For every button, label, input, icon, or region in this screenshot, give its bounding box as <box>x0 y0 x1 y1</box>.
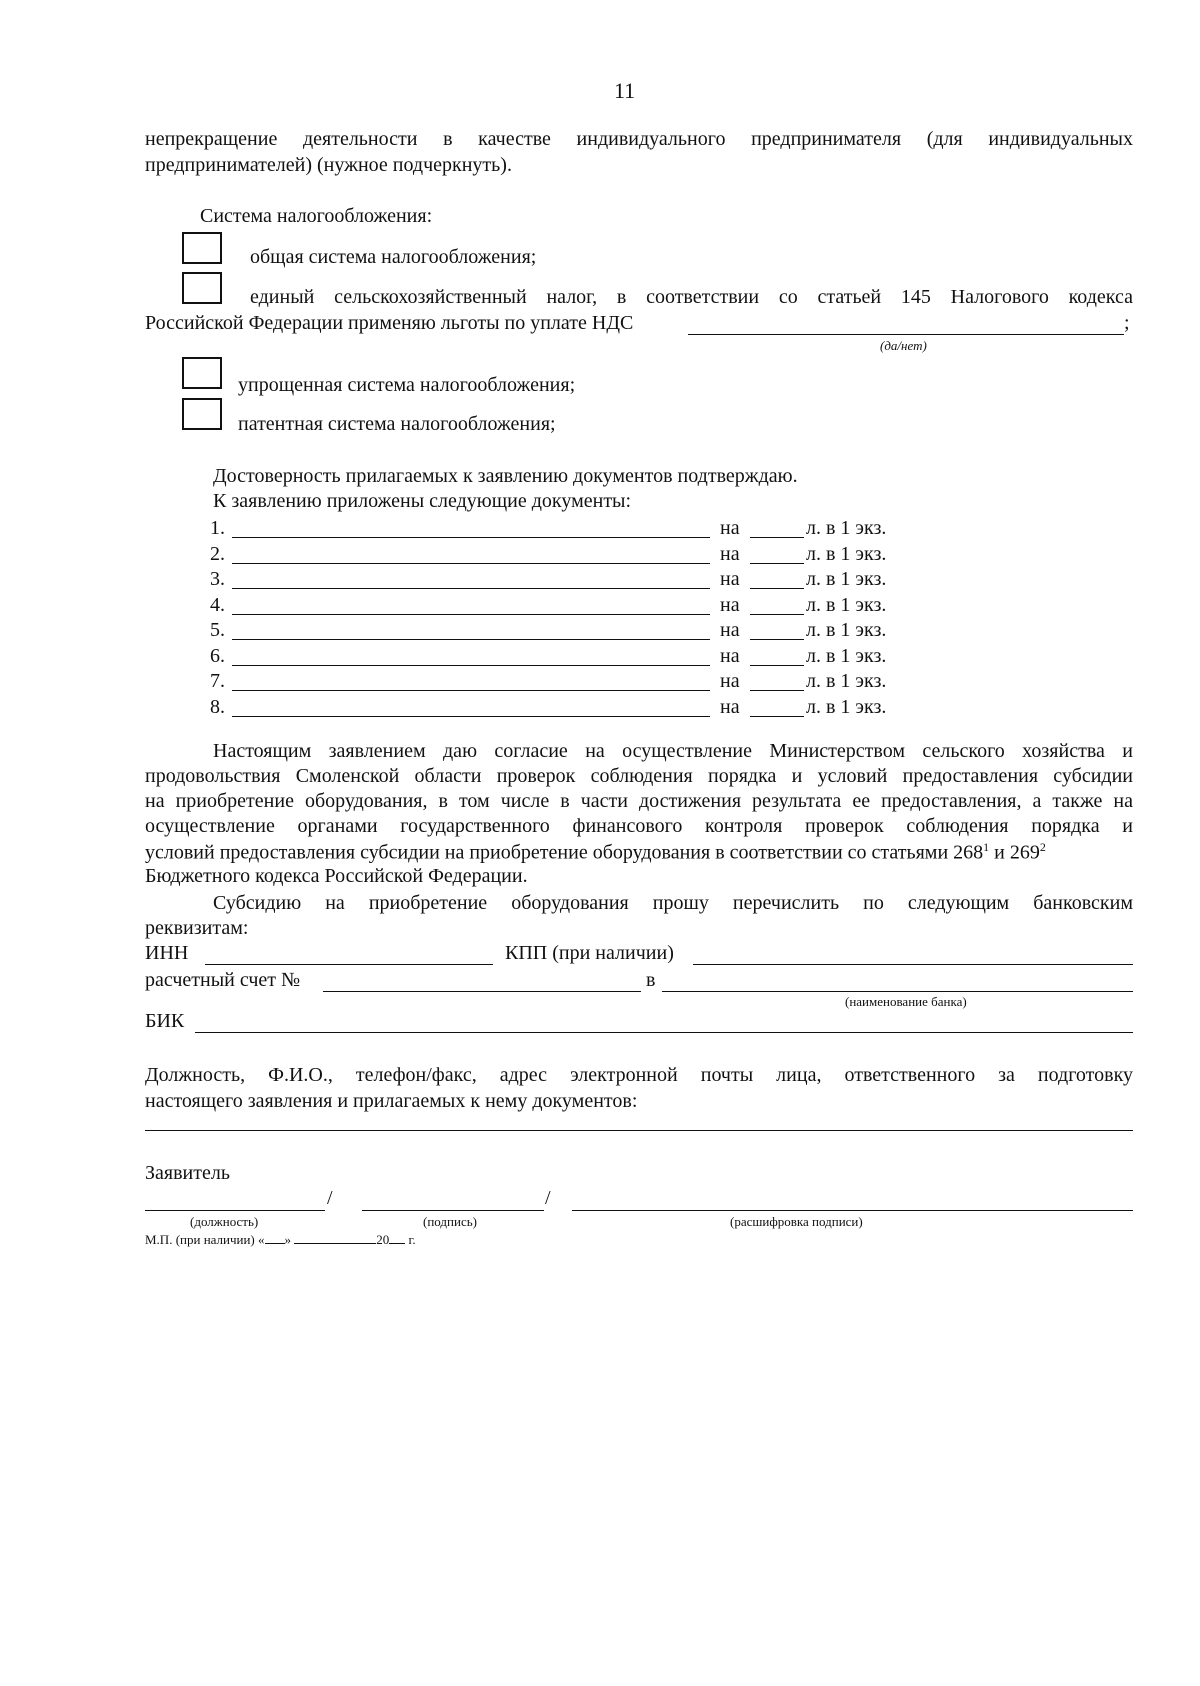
document-name-field[interactable] <box>232 614 710 615</box>
stamp-date-line <box>145 1232 416 1248</box>
document-number: 3. <box>210 568 225 590</box>
sheet-count-field[interactable] <box>750 690 804 691</box>
signature-field[interactable] <box>362 1210 544 1211</box>
page-number: 11 <box>614 78 636 103</box>
inn-label: ИНН <box>145 942 189 964</box>
na-label: на <box>720 645 740 667</box>
na-label: на <box>720 696 740 718</box>
responsible-line-1: Должность, Ф.И.О., телефон/факс, адрес электронной почты лица, ответственного за подготовку <box>145 1064 1133 1086</box>
bank-request-line-1: Субсидию на приобретение оборудования прошу перечислить по следующим банковским <box>213 892 1133 914</box>
na-label: на <box>720 568 740 590</box>
bank-name-hint: (наименование банка) <box>845 994 967 1009</box>
copies-label: л. в 1 экз. <box>806 696 887 718</box>
na-label: на <box>720 543 740 565</box>
applicant-label: Заявитель <box>145 1162 230 1184</box>
sheet-count-field[interactable] <box>750 537 804 538</box>
position-hint: (должность) <box>190 1214 259 1229</box>
na-label: на <box>720 670 740 692</box>
month-field[interactable] <box>294 1243 376 1244</box>
bank-name-field[interactable] <box>662 991 1133 992</box>
year-prefix: 20 <box>376 1232 390 1247</box>
agri-tax-line-2: Российской Федерации применяю льготы по уплате НДС <box>145 312 634 334</box>
consent-line-5-and: и 269 <box>989 841 1040 864</box>
document-name-field[interactable] <box>232 588 710 589</box>
attached-text: К заявлению приложены следующие документы: <box>213 490 632 512</box>
vat-benefit-field[interactable] <box>688 334 1124 335</box>
tax-heading: Система налогообложения: <box>200 205 433 227</box>
quote-close: » <box>284 1232 292 1247</box>
simplified-tax-checkbox[interactable] <box>182 357 222 389</box>
in-label: в <box>646 969 656 991</box>
document-name-field[interactable] <box>232 639 710 640</box>
position-field[interactable] <box>145 1210 325 1211</box>
account-field[interactable] <box>323 991 641 992</box>
responsible-line-2: настоящего заявления и прилагаемых к нему документов: <box>145 1090 638 1112</box>
decode-hint: (расшифровка подписи) <box>730 1214 863 1229</box>
sheet-count-field[interactable] <box>750 614 804 615</box>
general-tax-checkbox[interactable] <box>182 232 222 264</box>
sheet-count-field[interactable] <box>750 639 804 640</box>
day-field[interactable] <box>265 1243 285 1244</box>
general-tax-label: общая система налогообложения; <box>250 246 537 268</box>
account-label: расчетный счет № <box>145 969 301 991</box>
signature-decode-field[interactable] <box>572 1210 1133 1211</box>
stamp-label: М.П. (при наличии) « <box>145 1232 265 1247</box>
document-name-field[interactable] <box>232 690 710 691</box>
agri-tax-checkbox[interactable] <box>182 272 222 304</box>
document-number: 8. <box>210 696 225 718</box>
agri-tax-line-1: единый сельскохозяйственный налог, в соответствии со статьей 145 Налогового кодекса <box>250 286 1133 308</box>
sheet-count-field[interactable] <box>750 665 804 666</box>
vat-semicolon: ; <box>1124 312 1130 334</box>
copies-label: л. в 1 экз. <box>806 517 887 539</box>
confirm-text: Достоверность прилагаемых к заявлению документов подтверждаю. <box>213 465 798 487</box>
consent-line-4: осуществление органами государственного финансового контроля проверок соблюдения порядка и <box>145 815 1133 837</box>
bank-request-line-2: реквизитам: <box>145 917 249 939</box>
na-label: на <box>720 594 740 616</box>
vat-hint: (да/нет) <box>880 338 927 353</box>
kpp-field[interactable] <box>693 964 1133 965</box>
sheet-count-field[interactable] <box>750 563 804 564</box>
consent-line-2: продовольствия Смоленской области проверок соблюдения порядка и условий предоставления субсидии <box>145 765 1133 787</box>
document-name-field[interactable] <box>232 665 710 666</box>
copies-label: л. в 1 экз. <box>806 645 887 667</box>
article-superscript: 2 <box>1039 840 1046 854</box>
document-number: 7. <box>210 670 225 692</box>
document-number: 4. <box>210 594 225 616</box>
document-name-field[interactable] <box>232 537 710 538</box>
year-field[interactable] <box>389 1243 405 1244</box>
consent-line-6: Бюджетного кодекса Российской Федерации. <box>145 865 528 887</box>
patent-tax-checkbox[interactable] <box>182 398 222 430</box>
consent-line-1: Настоящим заявлением даю согласие на осуществление Министерством сельского хозяйства и <box>213 740 1133 762</box>
sheet-count-field[interactable] <box>750 716 804 717</box>
copies-label: л. в 1 экз. <box>806 543 887 565</box>
slash-1: / <box>327 1187 333 1209</box>
consent-line-5-text: условий предоставления субсидии на приобретение оборудования в соответствии со статьями 268 <box>145 841 984 864</box>
slash-2: / <box>545 1187 551 1209</box>
document-number: 5. <box>210 619 225 641</box>
document-number: 2. <box>210 543 225 565</box>
copies-label: л. в 1 экз. <box>806 670 887 692</box>
patent-tax-label: патентная система налогообложения; <box>238 413 556 435</box>
copies-label: л. в 1 экз. <box>806 619 887 641</box>
bik-label: БИК <box>145 1010 185 1032</box>
document-name-field[interactable] <box>232 563 710 564</box>
sheet-count-field[interactable] <box>750 588 804 589</box>
copies-label: л. в 1 экз. <box>806 594 887 616</box>
simplified-tax-label: упрощенная система налогообложения; <box>238 374 576 396</box>
responsible-field[interactable] <box>145 1130 1133 1131</box>
consent-line-5 <box>145 840 1133 865</box>
document-number: 6. <box>210 645 225 667</box>
kpp-label: КПП (при наличии) <box>505 942 674 964</box>
copies-label: л. в 1 экз. <box>806 568 887 590</box>
na-label: на <box>720 619 740 641</box>
consent-line-3: на приобретение оборудования, в том числе в части достижения результата ее предоставления, а также на <box>145 790 1133 812</box>
intro-line-2: предпринимателей) (нужное подчеркнуть). <box>145 154 512 176</box>
bik-field[interactable] <box>195 1032 1133 1033</box>
article-superscript: 1 <box>983 840 990 854</box>
intro-line-1: непрекращение деятельности в качестве индивидуального предпринимателя (для индивидуальных <box>145 128 1133 150</box>
inn-field[interactable] <box>205 964 493 965</box>
document-name-field[interactable] <box>232 716 710 717</box>
document-number: 1. <box>210 517 225 539</box>
year-suffix: г. <box>405 1232 416 1247</box>
signature-hint: (подпись) <box>423 1214 477 1229</box>
na-label: на <box>720 517 740 539</box>
